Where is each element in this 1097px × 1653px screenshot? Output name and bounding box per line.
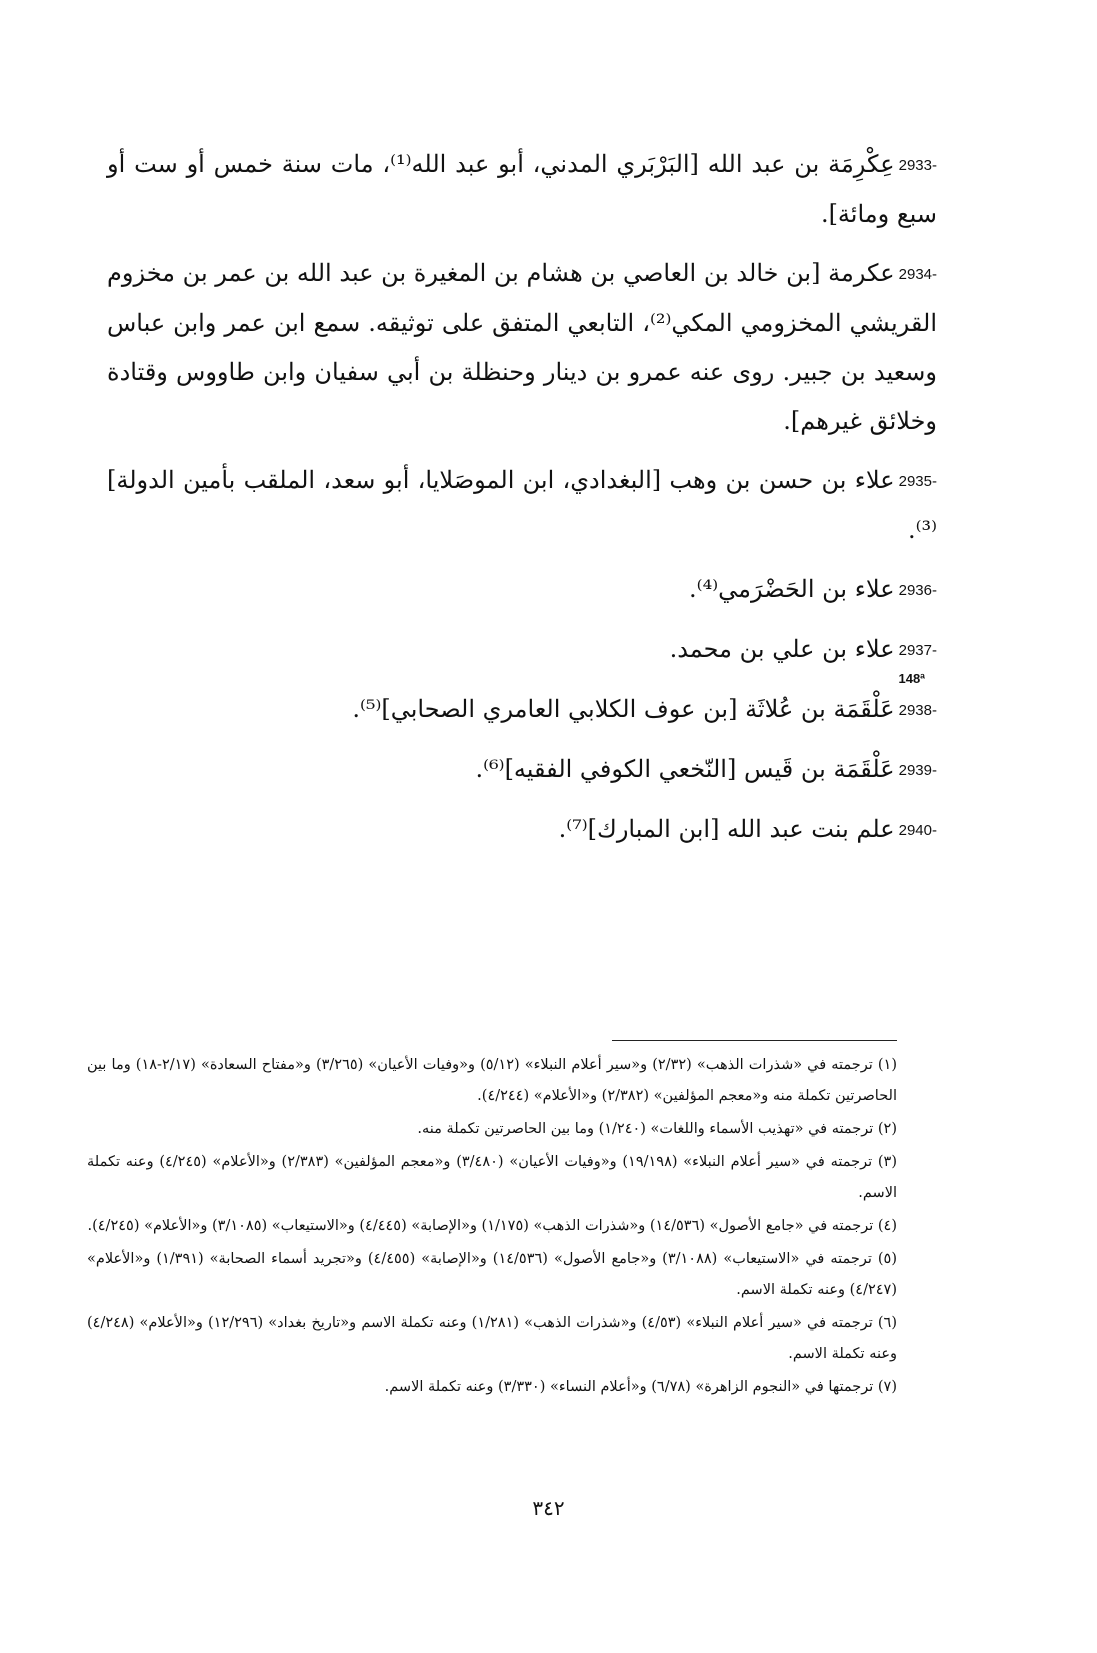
entry-text: عَلْقَمَة بن عُلاثَة [بن عوف الكلابي العامري الصحابي]⁽⁵⁾. [352,695,895,723]
entry-text: عكرمة [بن خالد بن العاصي بن هشام بن المغيرة بن عبد الله بن عمر بن مخزوم القريشي المخزومي المكي⁽²⁾، التابعي المتفق على توثيقه. سمع ابن عمر وابن عباس وسعيد بن جبير. روى عنه عمرو بن دينار وحنظلة بن أبي سفيان وابن طاووس وقتادة وخلائق غيرهم]. [107,259,938,435]
entry-text: عَلْقَمَة بن قَيس [النّخعي الكوفي الفقيه]⁽⁶⁾. [475,755,895,783]
entry-text: عِكْرِمَة بن عبد الله [البَرْبَري المدني، أبو عبد الله⁽¹⁾، مات سنة خمس أو ست أو سبع ومائة]. [107,150,937,228]
entry-2935 [107,456,937,555]
entry-text: علاء بن الحَضْرَمي⁽⁴⁾. [689,575,895,603]
footnote-2: (٢) ترجمته في «تهذيب الأسماء واللغات» (١/٢٤٠) وما بين الحاصرتين تكملة منه. [417,1121,897,1137]
entry-number: 2934- [898,266,938,283]
footnotes [87,1050,897,1405]
entry-number: 2935- [898,473,937,490]
entry-text: علاء بن علي بن محمد. [669,635,895,663]
entry-number: 2937- [898,642,937,659]
entry-number: 2939- [898,762,937,779]
entry-number: 2933- [898,157,937,174]
entry-2936 [107,565,937,615]
manuscript-folio-marker: 148ª [898,671,925,686]
entry-2937 [107,625,937,675]
footnote-7: (٧) ترجمتها في «النجوم الزاهرة» (٦/٧٨) و«أعلام النساء» (٣/٣٣٠) وعنه تكملة الاسم. [384,1379,897,1395]
entry-text: علاء بن حسن بن وهب [البغدادي، ابن الموصَلايا، أبو سعد، الملقب بأمين الدولة]⁽³⁾. [107,466,937,544]
footnote-5: (٥) ترجمته في «الاستيعاب» (٣/١٠٨٨) و«جامع الأصول» (١٤/٥٣٦) و«الإصابة» (٤/٤٥٥) و«تجريد أسماء الصحابة» (١/٣٩١) و«الأعلام» (٤/٢٤٧) وعنه تكملة الاسم. [87,1251,897,1298]
footnote-1: (١) ترجمته في «شذرات الذهب» (٢/٣٢) و«سير أعلام النبلاء» (٥/١٢) و«وفيات الأعيان» (٣/٢٦٥) و«مفتاح السعادة» (٢/١٧-١٨) وما بين الحاصرتين تكملة منه و«معجم المؤلفين» (٢/٣٨٢) و«الأعلام» (٤/٢٤٤). [87,1057,898,1104]
entry-2934 [107,249,937,446]
footnote-4: (٤) ترجمته في «جامع الأصول» (١٤/٥٣٦) و«شذرات الذهب» (١/١٧٥) و«الإصابة» (٤/٤٤٥) و«الاستيعاب» (٣/١٠٨٥) و«الأعلام» (٤/٢٤٥). [87,1218,897,1234]
entry-number: 2940- [898,822,937,839]
entry-2933 [107,140,937,239]
entry-2940 [107,805,937,855]
footnote-3: (٣) ترجمته في «سير أعلام النبلاء» (١٩/١٩٨) و«وفيات الأعيان» (٣/٤٨٠) و«معجم المؤلفين» (٢/٣٨٣) و«الأعلام» (٤/٢٤٥) وعنه تكملة الاسم. [87,1154,898,1201]
entries-list [107,140,937,865]
entry-number: 2938- [898,702,937,719]
footnote-6: (٦) ترجمته في «سير أعلام النبلاء» (٤/٥٣) و«شذرات الذهب» (١/٢٨١) وعنه تكملة الاسم و«تاريخ بغداد» (١٢/٢٩٦) و«الأعلام» (٤/٢٤٨) وعنه تكملة الاسم. [87,1315,898,1362]
footnote-divider [612,1040,897,1041]
entry-number: 2936- [898,582,937,599]
entry-text: علم بنت عبد الله [ابن المبارك]⁽⁷⁾. [558,815,895,843]
entry-2939 [107,745,937,795]
page-number: ٣٤٢ [532,1496,565,1520]
entry-2938 [107,685,937,735]
